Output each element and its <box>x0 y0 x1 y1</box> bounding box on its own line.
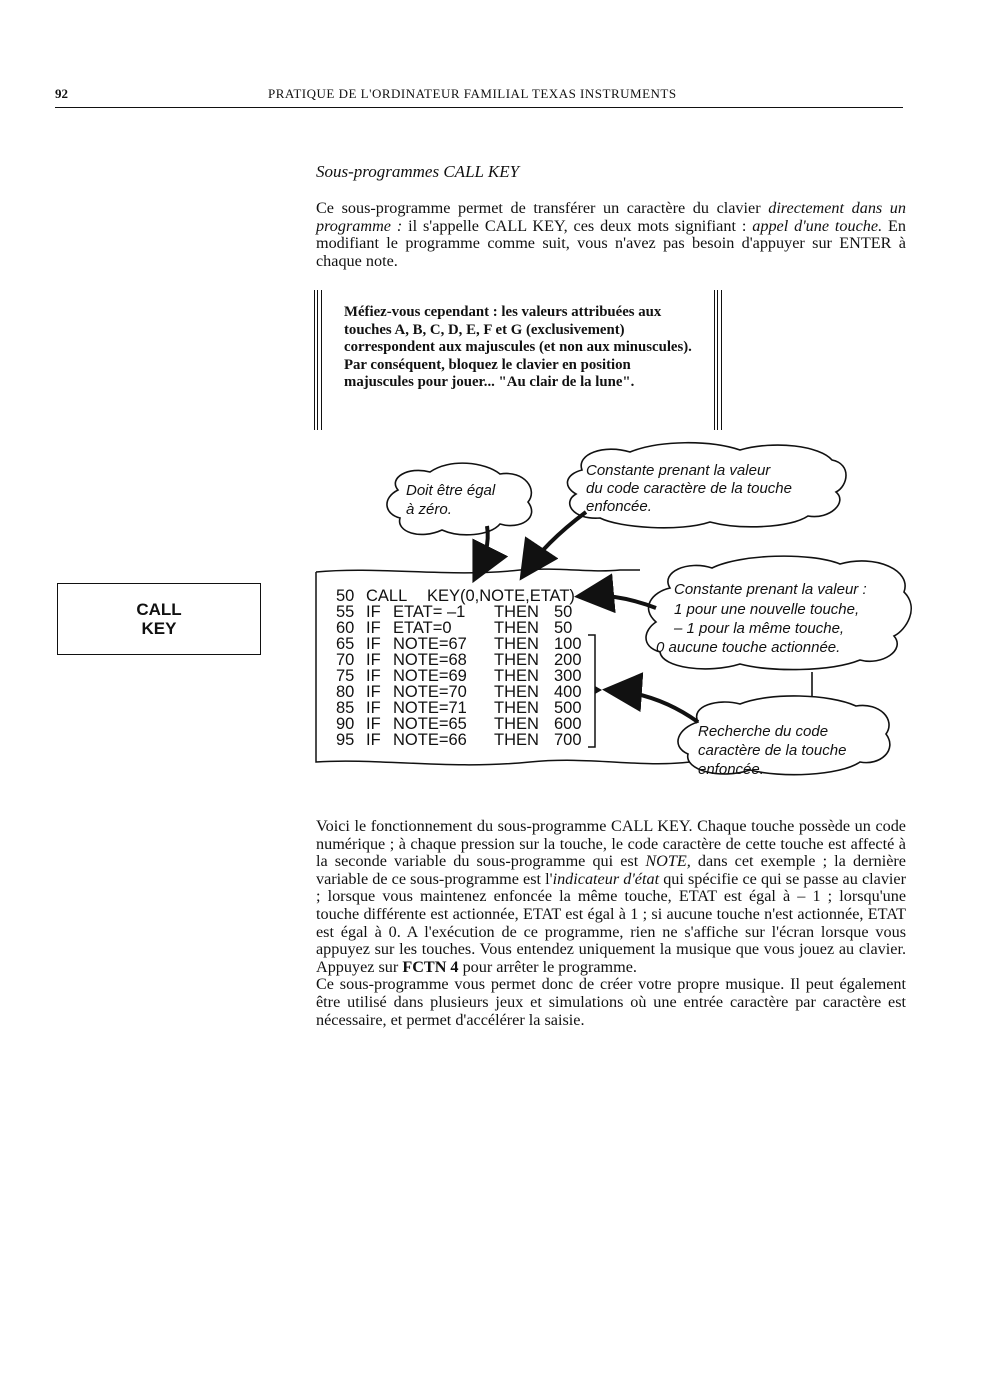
bubble-zero-line2: à zéro. <box>406 501 452 518</box>
program-line-then: THEN <box>494 651 539 669</box>
running-title: PRATIQUE DE L'ORDINATEUR FAMILIAL TEXAS INSTRUMENTS <box>268 86 677 101</box>
intro-paragraph <box>316 200 906 270</box>
program-line-expr: NOTE=70 <box>393 683 467 701</box>
explain-text-3: qui spécifie ce qui se passe au clavier ; lorsque vous maintenez enfoncée la même touche, ETAT est égal à – 1 ; lorsqu'une touche différente est actionnée, ETAT est égal à 1 ; si aucune touche n'est actionnée, ETAT est égal à 0. A l'exécution de ce programme, rien ne s'affiche sur l'écran lorsque vous appuyez sur les touches. Vous entendez uniquement la musique que vous jouez au clavier. Appuyez sur <box>316 869 906 976</box>
bubble-status-line1: Constante prenant la valeur : <box>674 581 867 598</box>
program-line-num: 75 <box>336 667 355 685</box>
call-key-margin-label <box>57 583 261 655</box>
program-line-expr: NOTE=68 <box>393 651 467 669</box>
explain-emphasis-1: NOTE, <box>645 852 691 871</box>
program-diagram <box>300 440 920 810</box>
explain-text-2: dans cet exemple ; la dernière variable de ce sous-programme est l' <box>316 852 906 888</box>
program-line-num: 60 <box>336 619 355 637</box>
bracket-pointer <box>595 686 602 694</box>
header-rule <box>55 107 903 108</box>
arrow-key-code <box>524 512 586 574</box>
bubble-key-code-line2: du code caractère de la touche <box>586 480 792 497</box>
bubble-search-line2: caractère de la touche <box>698 742 847 759</box>
side-label-line2: KEY <box>141 619 177 638</box>
program-line-num: 50 <box>336 587 355 605</box>
program-line-target: 700 <box>554 731 582 749</box>
program-line-expr: KEY(0,NOTE,ETAT) <box>427 587 575 605</box>
bubble-key-code-line1: Constante prenant la valeur <box>586 462 771 479</box>
explain-text-1: Voici le fonctionnement du sous-programme CALL KEY. Chaque touche possède un code numérique ; à chaque pression sur la touche, le code caractère de cette touche est affecté à la seconde variable du sous-programme qui est <box>316 817 906 871</box>
program-line-target: 600 <box>554 715 582 733</box>
program-line-kw: IF <box>366 731 381 749</box>
bubble-status-line2: 1 pour une nouvelle touche, <box>674 601 860 618</box>
program-line-expr: NOTE=69 <box>393 667 467 685</box>
program-listing <box>336 587 582 749</box>
intro-text-2: il s'appelle CALL KEY, ces deux mots signifiant : <box>402 216 753 235</box>
explain-emphasis-2: indicateur d'état <box>552 869 660 888</box>
explain-key-combo: FCTN 4 <box>402 957 459 976</box>
warning-text: Méfiez-vous cependant : les valeurs attribuées aux touches A, B, C, D, E, F et G (exclusivement) correspondent aux majuscules (et non aux minuscules). Par conséquent, bloquez le clavier en position majuscules pour jouer... "Au clair de la lune". <box>344 304 692 391</box>
bubble-search-line3: enfoncée. <box>698 761 764 778</box>
program-line-num: 55 <box>336 603 355 621</box>
program-line-kw: IF <box>366 683 381 701</box>
explain-paragraph <box>316 818 906 1029</box>
intro-emphasis-2: appel d'une touche. <box>752 216 883 235</box>
explain-paragraph-2: Ce sous-programme vous permet donc de créer votre propre musique. Il peut également être utilisé dans plusieurs jeux et simulations où une entrée caractère par caractère est nécessaire, et permet d'accélérer la saisie. <box>316 975 906 1029</box>
program-line-then: THEN <box>494 715 539 733</box>
program-line-target: 100 <box>554 635 582 653</box>
program-line-kw: IF <box>366 603 381 621</box>
program-line-expr: NOTE=65 <box>393 715 467 733</box>
program-line-kw: IF <box>366 619 381 637</box>
warning-box <box>314 290 722 430</box>
program-line-kw: IF <box>366 699 381 717</box>
section-title: Sous-programmes CALL KEY <box>316 162 520 181</box>
warning-right-bars <box>714 290 722 430</box>
bubble-search-line1: Recherche du code <box>698 723 829 740</box>
program-line-kw: IF <box>366 667 381 685</box>
program-line-kw: IF <box>366 715 381 733</box>
program-line-then: THEN <box>494 667 539 685</box>
intro-text-3: En modifiant le programme comme suit, vous n'avez pas besoin d'appuyer sur ENTER à chaque note. <box>316 216 906 270</box>
warning-left-bars <box>314 290 322 430</box>
program-line-then: THEN <box>494 683 539 701</box>
program-line-kw: IF <box>366 635 381 653</box>
program-line-target: 300 <box>554 667 582 685</box>
program-line-num: 95 <box>336 731 355 749</box>
bubble-status-line3: – 1 pour la même touche, <box>674 620 845 637</box>
program-line-then: THEN <box>494 635 539 653</box>
program-line-then: THEN <box>494 731 539 749</box>
arrow-search <box>610 690 698 722</box>
program-line-expr: NOTE=66 <box>393 731 467 749</box>
program-line-target: 50 <box>554 619 573 637</box>
intro-text-1: Ce sous-programme permet de transférer un caractère du clavier <box>316 199 769 217</box>
program-line-num: 70 <box>336 651 355 669</box>
page-number: 92 <box>55 86 68 101</box>
bubble-zero-line1: Doit être égal <box>406 482 496 499</box>
program-line-target: 500 <box>554 699 582 717</box>
program-line-then: THEN <box>494 603 539 621</box>
program-line-expr: NOTE=71 <box>393 699 467 717</box>
explain-text-4: pour arrêter le programme. <box>458 957 637 976</box>
program-line-target: 200 <box>554 651 582 669</box>
side-label-line1: CALL <box>136 600 182 619</box>
program-line-then: THEN <box>494 619 539 637</box>
arrow-status <box>582 596 656 609</box>
program-line-target: 50 <box>554 603 573 621</box>
program-line-target: 400 <box>554 683 582 701</box>
program-line-expr: ETAT= –1 <box>393 603 466 621</box>
program-line-num: 85 <box>336 699 355 717</box>
program-line-expr: ETAT=0 <box>393 619 452 637</box>
program-line-then: THEN <box>494 699 539 717</box>
program-line-kw: CALL <box>366 587 408 605</box>
lines-bracket <box>588 635 595 747</box>
program-line-num: 80 <box>336 683 355 701</box>
program-line-num: 90 <box>336 715 355 733</box>
bubble-status-line4: 0 aucune touche actionnée. <box>656 639 841 656</box>
intro-emphasis-1: directement dans un programme : <box>316 199 906 235</box>
bubble-key-code-line3: enfoncée. <box>586 498 652 515</box>
program-line-num: 65 <box>336 635 355 653</box>
program-line-expr: NOTE=67 <box>393 635 467 653</box>
program-line-kw: IF <box>366 651 381 669</box>
